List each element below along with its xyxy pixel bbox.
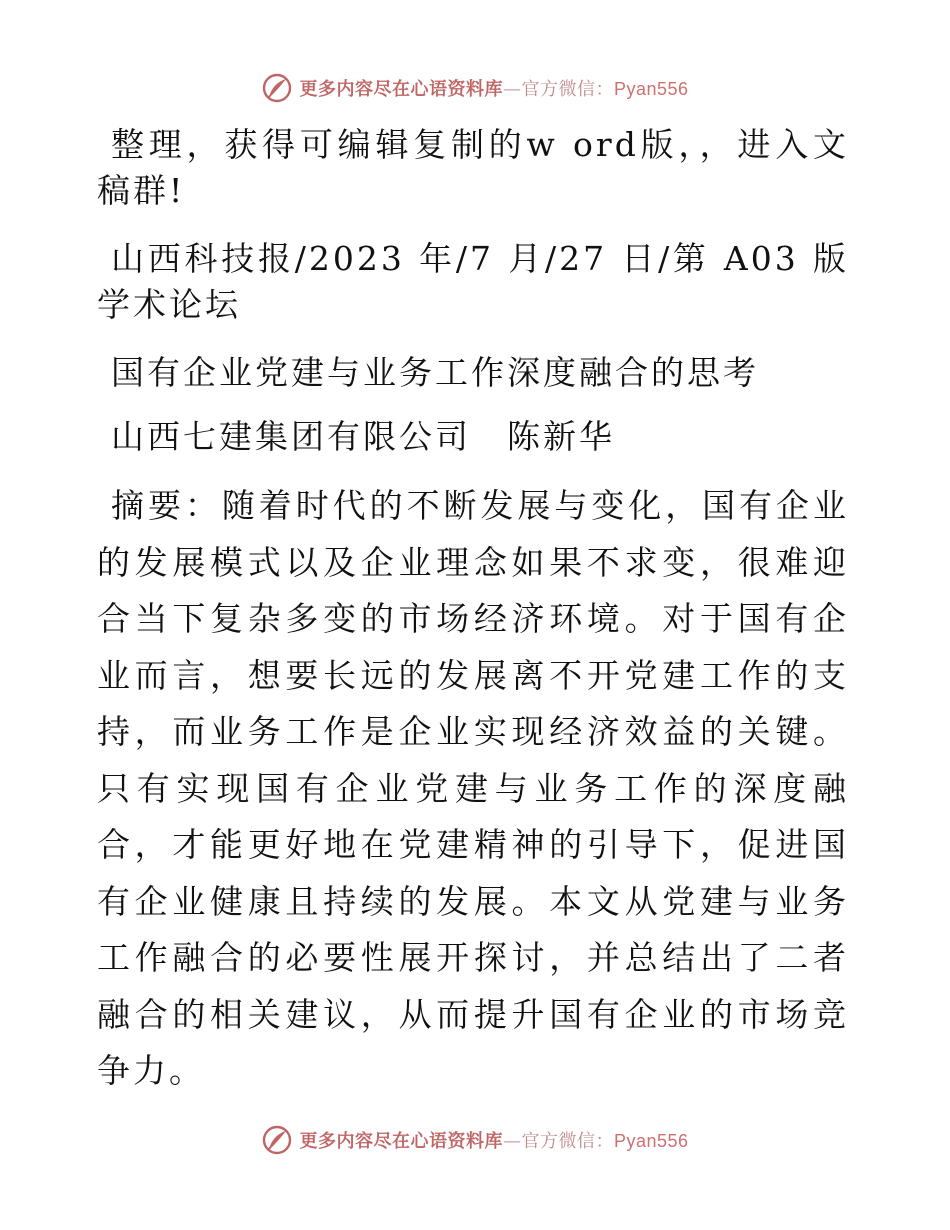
watermark-wechat-id: Pyan556 [613,79,689,99]
document-title: 国有企业党建与业务工作深度融合的思考 [111,353,759,392]
watermark-brand: 更多内容尽在心语资料库 [299,79,503,100]
document-abstract: 摘要：随着时代的不断发展与变化，国有企业的发展模式以及企业理念如果不求变，很难迎合当下复杂多变的市场经济环境。对于国有企业而言，想要长远的发展离不开党建工作的支持，而业务工作是企业实现经济效益的关键。只有实现国有企业党建与业务工作的深度融合，才能更好地在党建精神的引导下，促进国有企业健康且持续的发展。本文从党建与业务工作融合的必要性展开探讨，并总结出了二者融合的相关建议，从而提升国有企业的市场竞争力。 [97,486,849,1090]
feather-pen-logo-icon [261,1124,293,1156]
document-note: 整理，获得可编辑复制的w ord版，，进入文稿群! [97,125,849,210]
watermark-brand: 更多内容尽在心语资料库 [299,1131,503,1152]
document-source: 山西科技报/2023 年/7 月/27 日/第 A03 版学术论坛 [97,239,849,324]
watermark-text [299,75,688,101]
watermark-text [299,1127,688,1153]
document-author: 山西七建集团有限公司 陈新华 [111,417,615,456]
watermark-label: 官方微信： [521,1131,614,1152]
watermark-label: 官方微信： [521,79,614,100]
footer-watermark [0,1122,950,1158]
watermark-separator: — [502,79,522,100]
document-body [97,122,849,1100]
watermark-wechat-id: Pyan556 [613,1131,689,1151]
feather-pen-logo-icon [261,72,293,104]
header-watermark [0,70,950,106]
watermark-separator: — [502,1131,522,1152]
